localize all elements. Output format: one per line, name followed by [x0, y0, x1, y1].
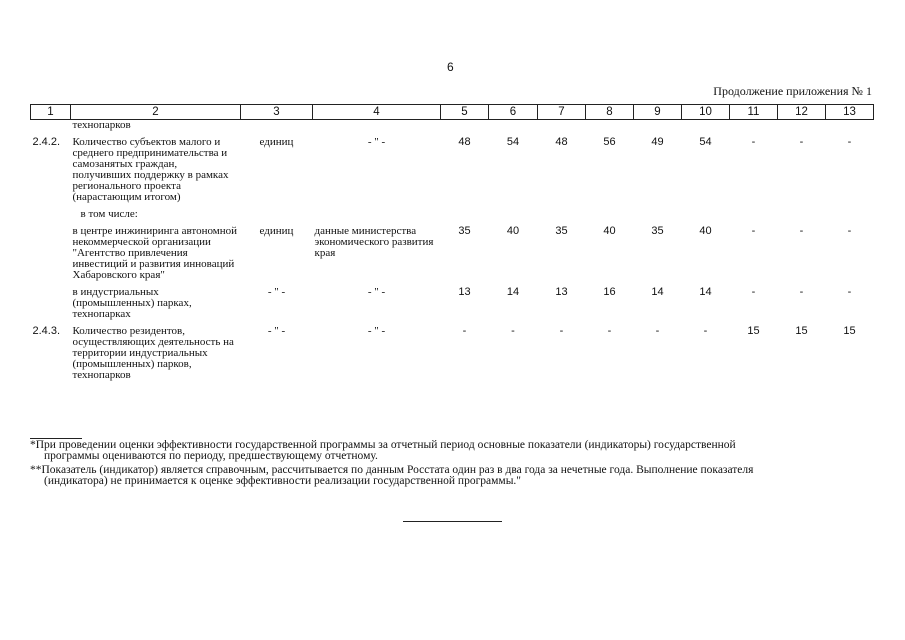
header-cell: 9 [634, 105, 682, 120]
row-number [31, 120, 71, 132]
value-cell [441, 120, 489, 132]
header-row [31, 105, 874, 120]
value-cell: - [703, 325, 708, 337]
footnote-2-continuation: (индикатора) не принимается к оценке эффективности реализации государственной программы." [44, 475, 521, 487]
value-cell: - [751, 225, 756, 237]
row-number: 2.4.3. [32, 325, 61, 337]
footnote-1-continuation: программы оцениваются по периоду, предшествующему отчетному. [44, 450, 378, 462]
header-cell: 11 [730, 105, 778, 120]
header-cell: 5 [441, 105, 489, 120]
page-number: 6 [447, 60, 454, 74]
table-row [31, 209, 874, 220]
value-cell [634, 120, 682, 132]
value-cell: - [847, 136, 852, 148]
value-cell [634, 209, 682, 220]
value-cell: - [847, 225, 852, 237]
value-cell: 15 [747, 325, 760, 337]
header-cell: 12 [778, 105, 826, 120]
value-cell: 14 [651, 286, 664, 298]
value-cell: 40 [699, 225, 712, 237]
value-cell [538, 209, 586, 220]
value-cell: - [799, 136, 804, 148]
value-cell: 13 [458, 286, 471, 298]
unit: - " - [267, 286, 286, 298]
value-cell [778, 120, 826, 132]
value-cell [586, 209, 634, 220]
unit [241, 209, 313, 220]
value-cell: - [799, 225, 804, 237]
row-number [31, 209, 71, 220]
indicator-name: технопарков [72, 119, 131, 131]
header-cell: 2 [71, 105, 241, 120]
value-cell: 54 [506, 136, 520, 148]
value-cell: 15 [795, 325, 808, 337]
continuation-label: Продолжение приложения № 1 [713, 84, 872, 98]
value-cell: 48 [555, 136, 568, 148]
source: - " - [367, 325, 386, 337]
value-cell [730, 209, 778, 220]
value-cell [826, 209, 874, 220]
header-cell: 6 [489, 105, 538, 120]
table-row [31, 137, 874, 203]
value-cell: - [655, 325, 660, 337]
table-row [31, 326, 874, 381]
value-cell: - [847, 286, 852, 298]
value-cell [489, 120, 538, 132]
header-cell: 7 [538, 105, 586, 120]
header-cell: 10 [682, 105, 730, 120]
row-number [31, 226, 71, 281]
value-cell: - [751, 136, 756, 148]
unit: единиц [259, 225, 294, 237]
source: - " - [367, 286, 386, 298]
header-cell: 13 [826, 105, 874, 120]
value-cell [441, 209, 489, 220]
end-of-document-rule [403, 521, 502, 522]
value-cell: - [559, 325, 564, 337]
row-number: 2.4.2. [32, 136, 61, 148]
footnotes [30, 440, 875, 490]
footnote-1-first-line: *При проведении оценки эффективности государственной программы за отчетный период основные показатели (индикаторы) государственной [30, 439, 736, 451]
header-cell: 1 [31, 105, 71, 120]
source [313, 209, 441, 220]
table-row [31, 287, 874, 320]
value-cell [826, 120, 874, 132]
value-cell: 49 [651, 136, 664, 148]
value-cell: - [751, 286, 756, 298]
value-cell: 48 [458, 136, 471, 148]
value-cell [538, 120, 586, 132]
footnote-1 [30, 440, 875, 462]
unit: единиц [259, 136, 294, 148]
unit [241, 120, 313, 132]
value-cell [730, 120, 778, 132]
value-cell: 35 [651, 225, 664, 237]
value-cell: 40 [506, 225, 520, 237]
indicators-table [30, 104, 874, 381]
value-cell: 35 [555, 225, 568, 237]
footnote-2 [30, 465, 875, 487]
source [313, 120, 441, 132]
footnote-2-first-line: **Показатель (индикатор) является справочным, рассчитывается по данным Росстата один раз в два года за нечетные года. Выполнение показателя [30, 464, 754, 476]
indicator-name: Количество субъектов малого и среднего предпринимательства и самозанятых граждан, получивших поддержку в рамках регионального проекта (нарастающим итогом) [72, 136, 229, 203]
indicator-name: в центре инжиниринга автономной некоммерческой организации "Агентство привлечения инвестиций и развития инноваций Хабаровского края" [72, 225, 238, 281]
value-cell: 15 [843, 325, 856, 337]
value-cell [586, 120, 634, 132]
value-cell: - [462, 325, 467, 337]
header-cell: 3 [241, 105, 313, 120]
value-cell: 35 [458, 225, 471, 237]
unit: - " - [267, 325, 286, 337]
table-row [31, 120, 874, 132]
value-cell [682, 120, 730, 132]
value-cell: 40 [603, 225, 616, 237]
indicator-name: в индустриальных (промышленных) парках, технопарках [72, 286, 192, 320]
header-cell: 8 [586, 105, 634, 120]
value-cell: 14 [506, 286, 520, 298]
indicator-name: Количество резидентов, осуществляющих деятельность на территории индустриальных (промышленных) парков, технопарков [72, 325, 234, 381]
value-cell: - [607, 325, 612, 337]
table-row [31, 226, 874, 281]
value-cell: 16 [603, 286, 616, 298]
source: данные министерства экономического развития края [314, 225, 434, 259]
value-cell: 54 [699, 136, 712, 148]
indicator-name: в том числе: [80, 208, 138, 220]
value-cell [778, 209, 826, 220]
value-cell: 14 [699, 286, 712, 298]
value-cell: 13 [555, 286, 568, 298]
value-cell: 56 [603, 136, 616, 148]
value-cell: - [511, 325, 515, 337]
value-cell: - [799, 286, 804, 298]
source: - " - [367, 136, 386, 148]
value-cell [682, 209, 730, 220]
header-cell: 4 [313, 105, 441, 120]
value-cell [489, 209, 538, 220]
row-number [31, 287, 71, 320]
